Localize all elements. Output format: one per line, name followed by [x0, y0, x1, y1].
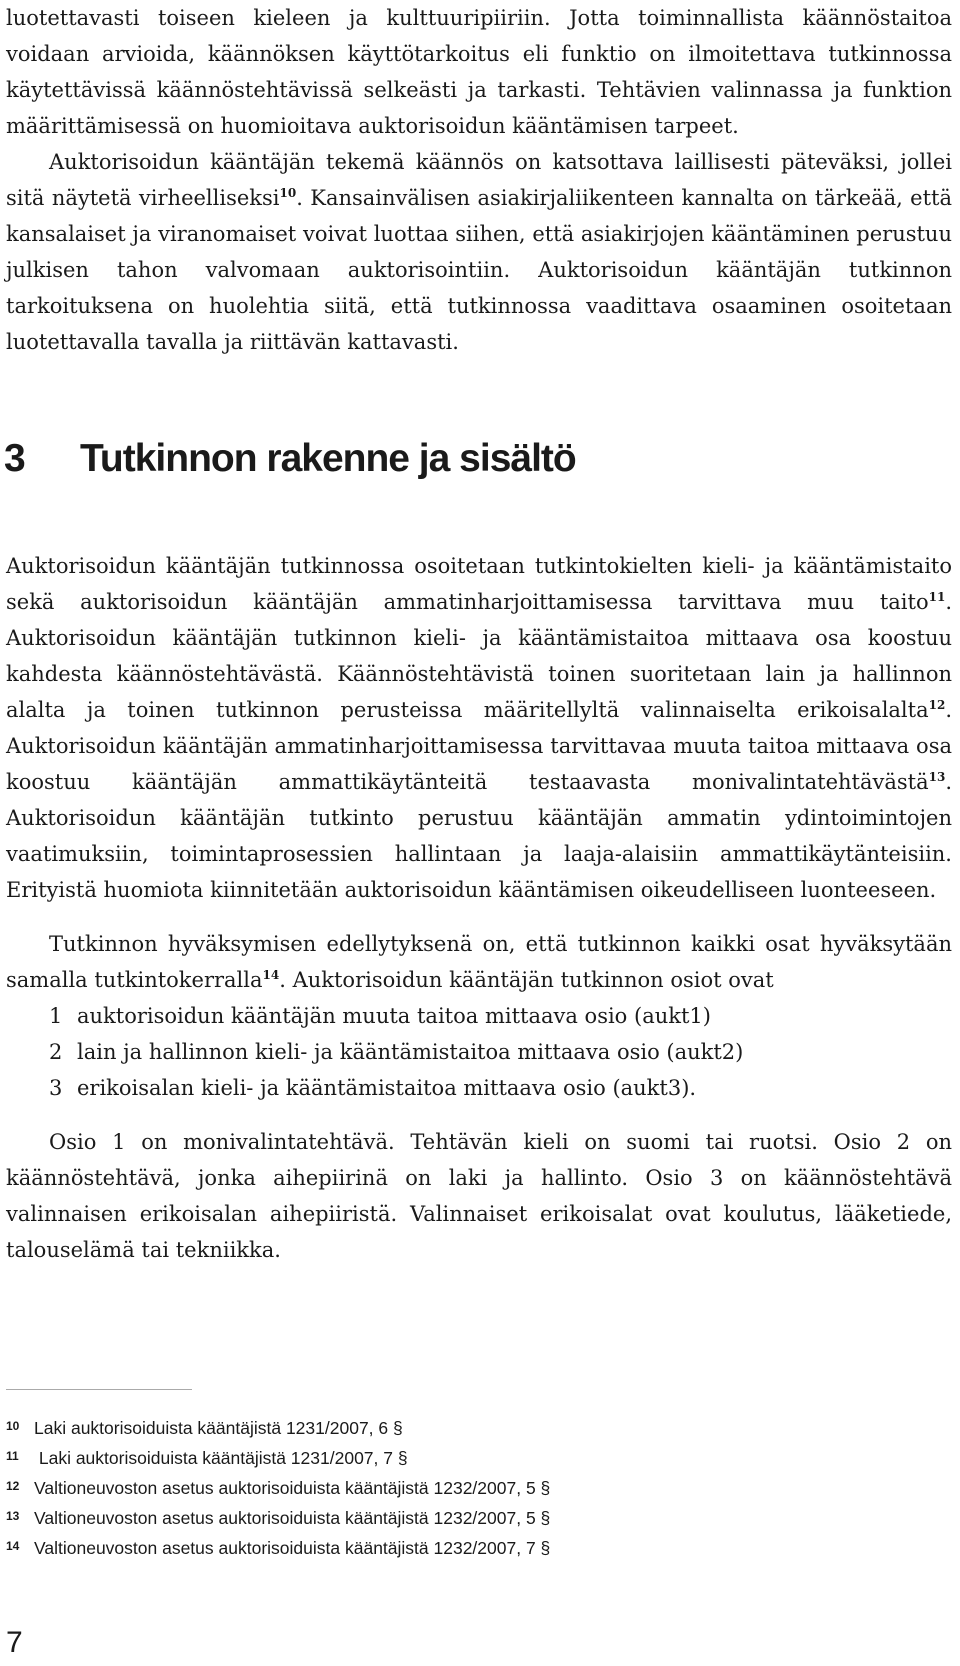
footnote-text: Valtioneuvoston asetus auktorisoiduista kääntäjistä 1232/2007, 7 §: [34, 1538, 551, 1558]
paragraph-legal-validity: [6, 144, 952, 360]
footnote-ref: 14: [262, 968, 280, 982]
footnote-ref: 13: [928, 770, 946, 784]
footnote-ref: 10: [279, 186, 297, 200]
footnote-number: 10: [6, 1419, 20, 1433]
paragraph-text: . Auktorisoidun kääntäjän tutkinnon kieli- ja kääntämistaitoa mittaava osa koostuu kahdesta käännöstehtävästä. Käännöstehtävistä toinen suoritetaan lain ja hallinnon alalta ja toinen tutkinnon perusteissa määritellyltä valinnaiselta erikoisalalta: [6, 590, 952, 722]
paragraph-text: Tutkinnon hyväksymisen edellytyksenä on, että tutkinnon kaikki osat hyväksytään samalla tutkintokerralla: [6, 932, 952, 992]
footnote: [6, 1442, 906, 1472]
footnote-text: Laki auktorisoiduista kääntäjistä 1231/2007, 6 §: [34, 1418, 403, 1438]
footnote-ref: 11: [928, 590, 946, 604]
section-title: Tutkinnon rakenne ja sisältö: [80, 437, 576, 480]
footnote-text: Laki auktorisoiduista kääntäjistä 1231/2007, 7 §: [34, 1448, 408, 1468]
footnote-number: 14: [6, 1539, 20, 1553]
footnotes: [6, 1412, 906, 1562]
list-item-number: 3: [49, 1076, 63, 1100]
footnote: [6, 1412, 906, 1442]
paragraph-text: luotettavasti toiseen kieleen ja kulttuuripiiriin. Jotta toiminnallista käännöstaitoa voidaan arvioida, käännöksen käyttötarkoitus eli funktio on ilmoitettava tutkinnossa käytettävissä käännöstehtävissä selkeästi ja tarkasti.: [6, 6, 952, 102]
paragraph-text: Auktorisoidun kääntäjän tekemä käännös on katsottava laillisesti päteväksi, jollei sitä näytetä virheelliseksi: [6, 150, 952, 210]
footnote-text: Valtioneuvoston asetus auktorisoiduista kääntäjistä 1232/2007, 5 §: [34, 1478, 551, 1498]
list-item: [49, 998, 952, 1034]
paragraph-text: . Kansainvälisen asiakirjaliikenteen kannalta on tärkeää, että kansalaiset ja viranomaiset voivat luottaa siihen, että asiakirjojen kääntäminen perustuu julkisen tahon valvomaan auktorisointiin. Auktorisoidun kääntäjän tutkinnon tarkoituksena on huolehtia siitä, että tutkinnossa vaadittava osaaminen osoitetaan luotettavalla tavalla ja riittävän kattavasti.: [6, 186, 952, 354]
paragraph-text: . Auktorisoidun kääntäjän tutkinnon osiot ovat: [279, 968, 774, 992]
section-number: 3: [4, 437, 25, 480]
paragraph-section-details: Osio 1 on monivalintatehtävä. Tehtävän kieli on suomi tai ruotsi. Osio 2 on käännöstehtävä, jonka aihepiirinä on laki ja hallinto. Osio 3 on käännöstehtävä valinnaisen erikoisalan aihepiiristä. Valinnaiset erikoisalat ovat koulutus, lääketiede, talouselämä tai tekniikka.: [6, 1130, 952, 1262]
text-block-section: [6, 548, 952, 1268]
text-block-top: [6, 0, 952, 360]
paragraph-exam-content: [6, 548, 952, 908]
footnote: [6, 1532, 906, 1562]
paragraph-text: . Auktorisoidun kääntäjän tutkinto perustuu kääntäjän ammatin ydintoimintojen vaatimuksiin, toimintaprosessien hallintaan ja laaja-alaisiin ammattikäytänteisiin. Erityistä huomiota kiinnitetään auktorisoidun kääntämisen oikeudelliseen luonteeseen.: [6, 770, 952, 902]
list-item-number: 1: [49, 1004, 63, 1028]
paragraph-intro-continuation: [6, 0, 952, 144]
list-item: [49, 1034, 952, 1070]
exam-sections-list: [6, 998, 952, 1106]
paragraph-text: Tehtävien valinnassa ja funktion määrittämisessä on huomioitava auktorisoidun kääntämisen tarpeet.: [6, 78, 953, 138]
footnote-number: 13: [6, 1509, 20, 1523]
list-item-text: auktorisoidun kääntäjän muuta taitoa mittaava osio (aukt1): [77, 1004, 711, 1028]
footnote-text: Valtioneuvoston asetus auktorisoiduista kääntäjistä 1232/2007, 5 §: [34, 1508, 551, 1528]
paragraph-text: . Auktorisoidun kääntäjän ammatinharjoittamisessa tarvittavaa muuta taitoa mittaava osa koostuu kääntäjän ammattikäytänteitä testaavasta monivalintatehtävästä: [6, 698, 952, 794]
footnote: [6, 1472, 906, 1502]
page-number: 7: [6, 1626, 23, 1659]
footnote-number: 12: [6, 1479, 20, 1493]
paragraph-text: Auktorisoidun kääntäjän tutkinnossa osoitetaan tutkintokielten kieli- ja kääntämistaito sekä auktorisoidun kääntäjän ammatinharjoittamisessa tarvittava muu taito: [6, 554, 952, 614]
list-item-number: 2: [49, 1040, 63, 1064]
list-item: [49, 1070, 952, 1106]
footnote: [6, 1502, 906, 1532]
footnote-divider: [6, 1389, 192, 1390]
list-item-text: lain ja hallinnon kieli- ja kääntämistaitoa mittaava osio (aukt2): [77, 1040, 744, 1064]
list-item-text: erikoisalan kieli- ja kääntämistaitoa mittaava osio (aukt3).: [77, 1076, 697, 1100]
paragraph-exam-approval: [6, 926, 952, 998]
footnote-number: 11: [6, 1449, 19, 1463]
section-heading: [4, 434, 576, 484]
footnote-ref: 12: [928, 698, 946, 712]
